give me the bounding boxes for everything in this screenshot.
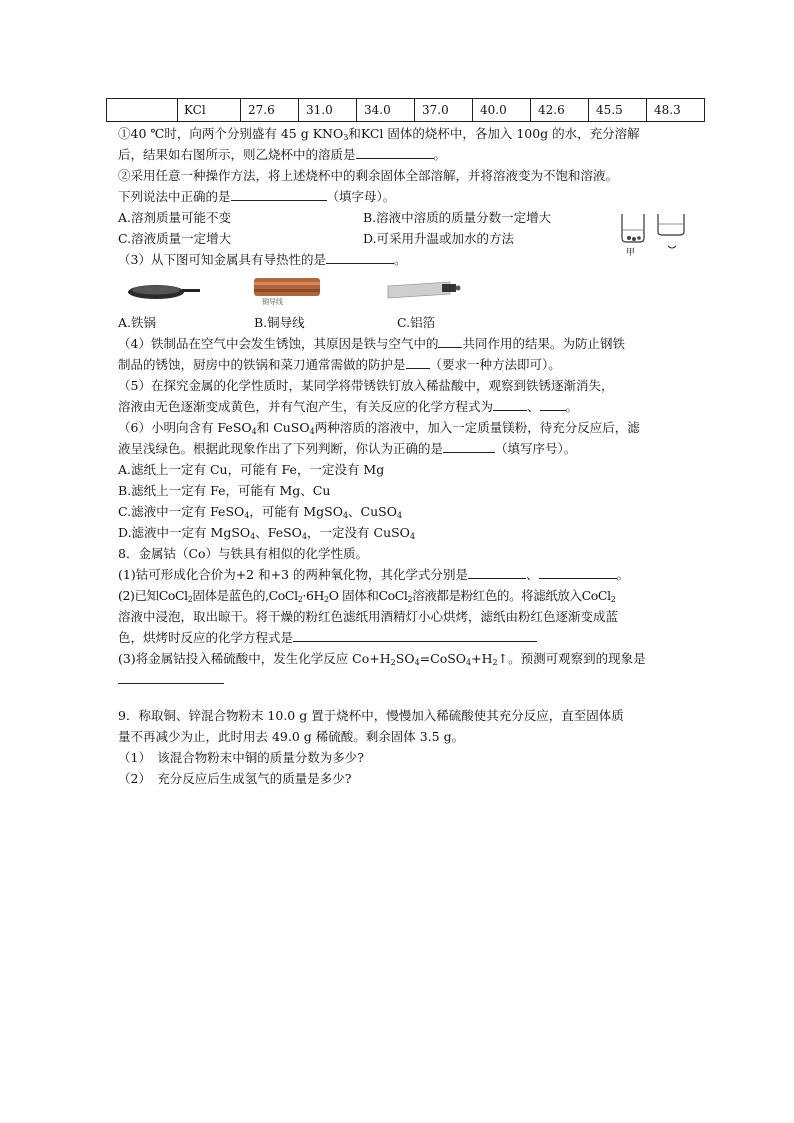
text: 和 CuSO xyxy=(256,420,310,435)
q7-s2-line2 xyxy=(118,187,395,207)
text: 液呈浅绿色。根据此现象作出了下列判断，你认为正确的是 xyxy=(118,441,444,456)
text: (1)钴可形成化合价为+2 和+3 的两种氧化物，其化学式分别是 xyxy=(118,567,469,582)
text: （4）铁制品在空气中会发生锈蚀，其原因是铁与空气中的 xyxy=(118,336,439,351)
text: 后，结果如右图所示，则乙烧杯中的溶质是 xyxy=(118,147,356,162)
q7-s1-line1 xyxy=(118,124,640,144)
text: (3)将金属钴投入稀硫酸中，发生化学反应 Co+H xyxy=(118,651,391,666)
text: 。 xyxy=(433,147,447,162)
q7-option-d: D.可采用升温或加水的方法 xyxy=(363,231,515,246)
text: 两种溶质的溶液中，加入一定质量镁粉，待充分反应后，滤 xyxy=(314,420,640,435)
text: ，一定没有 CuSO xyxy=(307,525,410,540)
text: 下列说法中正确的是 xyxy=(118,189,231,204)
subscript: 2 xyxy=(187,595,193,604)
q7-option-c: C.溶液质量一定增大 xyxy=(118,231,232,246)
text: 共同作用的结果。为防止钢铁 xyxy=(462,336,625,351)
answer-blank[interactable] xyxy=(118,671,224,684)
table-row xyxy=(107,99,705,122)
answer-blank[interactable] xyxy=(539,566,617,579)
text: 制品的锈蚀，厨房中的铁锅和菜刀通常需做的防护是 xyxy=(118,357,406,372)
answer-blank[interactable] xyxy=(356,146,434,159)
text: 固体是蓝色的,CoCl xyxy=(192,588,298,603)
solubility-table xyxy=(106,98,705,122)
q8-p2-line2: 溶液中浸泡，取出晾干。将干燥的粉红色滤纸用酒精灯小心烘烤，滤纸由粉红色逐渐变成蓝 xyxy=(118,609,619,624)
text: 。 xyxy=(616,567,630,582)
q9-line1: 9．称取铜、锌混合物粉末 10.0 g 置于烧杯中，慢慢加入稀硫酸使其充分反应，直至固体质 xyxy=(118,708,624,723)
q7-p6-line1 xyxy=(118,418,640,438)
subscript: 3 xyxy=(343,133,349,142)
q7-p4-line2 xyxy=(118,355,561,375)
text: 溶液由无色逐渐变成黄色，并有气泡产生，有关反应的化学方程式为 xyxy=(118,399,494,414)
text: 、 xyxy=(526,567,539,582)
subscript: 4 xyxy=(466,658,472,667)
answer-blank[interactable] xyxy=(443,440,495,453)
q7-p4-line1 xyxy=(118,334,625,354)
subscript: 4 xyxy=(301,532,308,541)
metal-option-a: A.铁锅 xyxy=(118,315,157,330)
table-cell: 42.6 xyxy=(531,99,589,122)
q7-p6-option-a: A.滤纸上一定有 Cu，可能有 Fe，一定没有 Mg xyxy=(118,462,385,477)
table-cell: 34.0 xyxy=(357,99,415,122)
table-cell-empty xyxy=(107,99,178,122)
text: 、CuSO xyxy=(348,504,397,519)
q8-p1-line xyxy=(118,565,629,585)
aluminum-foil-icon xyxy=(386,278,466,302)
subscript: 4 xyxy=(309,427,315,436)
text: SO xyxy=(395,651,415,666)
text: （填字母）。 xyxy=(326,189,396,204)
beaker-label: 甲 xyxy=(626,248,636,258)
copper-wire-caption: 铜导线 xyxy=(262,298,283,306)
text: 色，烘烤时反应的化学方程式是 xyxy=(118,630,294,645)
text: （要求一种方法即可）。 xyxy=(429,357,561,372)
text: （3）从下图可知金属具有导热性的是 xyxy=(118,252,326,267)
answer-blank[interactable] xyxy=(438,335,462,348)
subscript: 2 xyxy=(407,595,413,604)
table-cell: 37.0 xyxy=(415,99,473,122)
table-cell: 27.6 xyxy=(241,99,299,122)
answer-blank[interactable] xyxy=(468,566,526,579)
subscript: 2 xyxy=(492,658,498,667)
subscript: 4 xyxy=(244,511,250,520)
q7-p3-line xyxy=(118,250,406,270)
q7-s2-line1: ②采用任意一种操作方法，将上述烧杯中的剩余固体全部溶解，并将溶液变为不饱和溶液。 xyxy=(118,168,619,183)
text: 、FeSO xyxy=(255,525,302,540)
subscript: 4 xyxy=(409,532,416,541)
table-cell: 40.0 xyxy=(473,99,531,122)
q7-p6-option-d xyxy=(118,523,415,543)
text: ①40 ℃时，向两个分别盛有 45 g KNO xyxy=(118,126,344,141)
text: ↑。预测可观察到的现象是 xyxy=(497,651,646,666)
subscript: 4 xyxy=(414,658,420,667)
q7-p6-option-c xyxy=(118,502,402,522)
text: ，可能有 MgSO xyxy=(249,504,343,519)
q7-p5-line2 xyxy=(118,397,578,417)
metal-option-c: C.铝箔 xyxy=(397,315,436,330)
q7-s1-line2 xyxy=(118,145,446,165)
text: （6）小明向含有 FeSO xyxy=(118,420,252,435)
q7-option-a: A.溶剂质量可能不变 xyxy=(118,210,232,225)
subscript: 4 xyxy=(250,532,256,541)
table-cell: 45.5 xyxy=(589,99,647,122)
q7-p6-line2 xyxy=(118,439,576,459)
text: 。 xyxy=(393,252,407,267)
answer-blank[interactable] xyxy=(493,398,527,411)
q8-p2-line3 xyxy=(118,628,537,648)
text: ·6H xyxy=(302,588,325,603)
answer-blank[interactable] xyxy=(406,356,430,369)
q9-question-1: （1） 该混合物粉末中铜的质量分数为多少? xyxy=(118,750,364,765)
q8-p3-line1 xyxy=(118,649,646,669)
text: 、 xyxy=(527,399,540,414)
q9-line2: 量不再减少为止，此时用去 49.0 g 稀硫酸。剩余固体 3.5 g。 xyxy=(118,729,465,744)
q9-question-2: （2） 充分反应后生成氢气的质量是多少? xyxy=(118,771,352,786)
metal-option-b: B.铜导线 xyxy=(254,315,305,330)
subscript: 2 xyxy=(297,595,303,604)
text: （填写序号）。 xyxy=(495,441,577,456)
beaker-yi-icon xyxy=(658,214,684,248)
table-cell: 31.0 xyxy=(299,99,357,122)
subscript: 4 xyxy=(251,427,257,436)
text: +H xyxy=(471,651,493,666)
answer-blank[interactable] xyxy=(326,251,394,264)
q7-p5-line1: （5）在探究金属的化学性质时，某同学将带锈铁钉放入稀盐酸中，观察到铁锈逐渐消失， xyxy=(118,378,614,393)
subscript: 2 xyxy=(610,595,616,604)
answer-blank[interactable] xyxy=(231,188,327,201)
table-row-label: KCl xyxy=(178,99,241,122)
text: O 固体和CoCl xyxy=(328,588,408,603)
table-cell: 48.3 xyxy=(647,99,705,122)
q8-p3-line2 xyxy=(118,670,224,690)
subscript: 2 xyxy=(324,595,329,604)
beaker-jia-icon xyxy=(622,214,644,242)
text: 。 xyxy=(565,399,579,414)
answer-blank[interactable] xyxy=(293,629,537,642)
subscript: 4 xyxy=(396,511,403,520)
text: (2)已知CoCl xyxy=(118,588,188,603)
text: C.滤液中一定有 FeSO xyxy=(118,504,245,519)
text: 和KCl 固体的烧杯中，各加入 100g 的水，充分溶解 xyxy=(348,126,640,141)
q7-p6-option-b: B.滤纸上一定有 Fe，可能有 Mg、Cu xyxy=(118,483,331,498)
iron-pan-icon xyxy=(122,278,202,304)
q7-option-b: B.溶液中溶质的质量分数一定增大 xyxy=(363,210,552,225)
q8-heading: 8．金属钴（Co）与铁具有相似的化学性质。 xyxy=(118,546,369,561)
text: D.滤液中一定有 MgSO xyxy=(118,525,251,540)
answer-blank[interactable] xyxy=(540,398,566,411)
subscript: 4 xyxy=(342,511,349,520)
text: 溶液都是粉红色的。将滤纸放入CoCl xyxy=(412,588,611,603)
q8-p2-line1 xyxy=(118,586,615,606)
subscript: 2 xyxy=(390,658,396,667)
text: =CoSO xyxy=(419,651,467,666)
